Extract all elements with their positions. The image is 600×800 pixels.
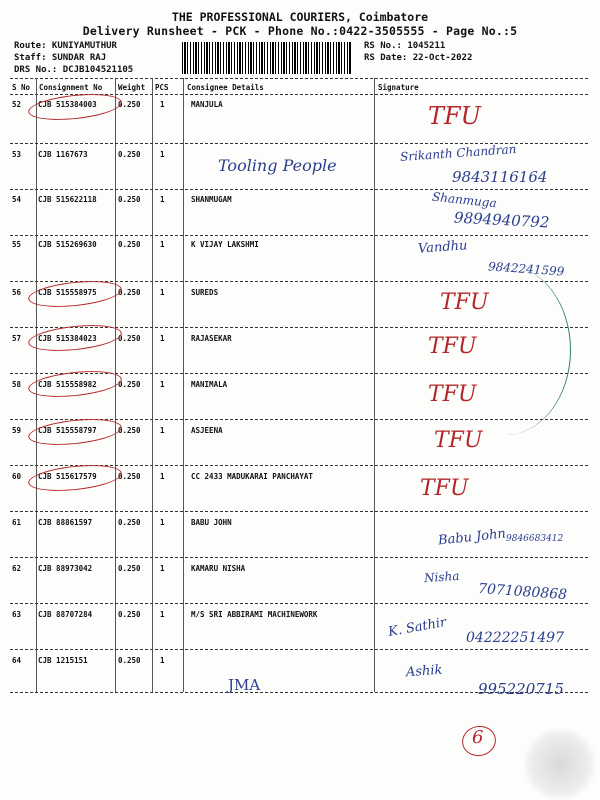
handwritten-phone: 9894940792 [453,208,550,232]
handwritten-consignee: JMA [228,676,261,694]
col-divider [183,78,184,692]
handwritten-signature: Nisha [423,568,460,586]
handwritten-tfu: TFU [434,428,483,453]
table-cell-cons: CJB 515617579 [38,472,97,481]
staff: Staff: SUNDAR RAJ [14,53,107,63]
table-cell-weight: 0.250 [118,150,141,159]
table-cell-cons: CJB 515558975 [38,288,97,297]
table-cell-consignee: ASJEENA [191,426,223,435]
handwritten-phone: 9842241599 [487,259,565,279]
handwritten-tfu: TFU [428,382,477,407]
table-cell-consignee: KAMARU NISHA [191,564,246,573]
red-circle-mark [27,90,123,124]
handwritten-signature: K. Sathir [387,615,448,640]
table-cell-pcs: 1 [160,288,165,297]
table-cell-cons: CJB 515384023 [38,334,97,343]
table-cell-cons: CJB 515558797 [38,426,97,435]
table-cell-cons: CJB 515558982 [38,380,97,389]
table-cell-weight: 0.250 [118,426,141,435]
table-cell-weight: 0.250 [118,334,141,343]
table-cell-cons: CJB 515622118 [38,195,97,204]
table-cell-weight: 0.250 [118,195,141,204]
table-cell-consignee: BABU JOHN [191,518,232,527]
handwritten-page-number: 6 [472,727,484,748]
table-cell-weight: 0.250 [118,472,141,481]
table-cell-consignee: SUREDS [191,288,219,297]
table-cell-sno: 59 [12,426,22,435]
row-divider [10,557,588,558]
table-cell-pcs: 1 [160,472,165,481]
table-cell-cons: CJB 88973042 [38,564,93,573]
table-cell-sno: 64 [12,656,22,665]
table-top-rule [10,78,588,79]
table-cell-sno: 52 [12,100,22,109]
table-cell-cons: CJB 1215151 [38,656,88,665]
row-divider [10,189,588,190]
red-circle-mark [27,461,123,495]
stamp-mark [520,728,600,800]
table-cell-weight: 0.250 [118,380,141,389]
pen-stroke-mark [440,265,571,435]
table-cell-consignee: M/S SRI ABBIRAMI MACHINEWORK [191,610,318,619]
table-cell-pcs: 1 [160,380,165,389]
table-cell-pcs: 1 [160,610,165,619]
handwritten-tfu: TFU [428,334,477,359]
red-circle-mark [27,277,123,311]
table-cell-cons: CJB 515269630 [38,240,97,249]
red-circle-mark [27,415,123,449]
table-cell-sno: 61 [12,518,22,527]
table-cell-sno: 58 [12,380,22,389]
table-cell-sno: 55 [12,240,22,249]
col-header-weight: Weight [118,83,146,92]
table-cell-weight: 0.250 [118,564,141,573]
handwritten-phone: 04222251497 [466,630,564,646]
col-header-sno: S No [12,83,31,92]
table-cell-weight: 0.250 [118,518,141,527]
rs-number: RS No.: 1045211 [364,41,446,51]
row-divider [10,511,588,512]
table-cell-pcs: 1 [160,518,165,527]
table-cell-pcs: 1 [160,334,165,343]
barcode [182,42,352,74]
drs-number: DRS No.: DCJB104521105 [14,65,134,75]
handwritten-phone: 995220715 [478,680,564,698]
table-cell-sno: 54 [12,195,22,204]
handwritten-signature: Ashik [405,662,443,681]
company-title: THE PROFESSIONAL COURIERS, Coimbatore [171,10,429,24]
table-cell-cons: CJB 88861597 [38,518,93,527]
table-cell-sno: 60 [12,472,22,481]
table-cell-sno: 63 [12,610,22,619]
table-cell-cons: CJB 1167673 [38,150,88,159]
table-cell-consignee: SHANMUGAM [191,195,232,204]
table-cell-sno: 53 [12,150,22,159]
table-cell-weight: 0.250 [118,288,141,297]
table-cell-weight: 0.250 [118,100,141,109]
table-cell-consignee: RAJASEKAR [191,334,232,343]
handwritten-tfu: TFU [428,102,481,130]
table-cell-cons: CJB 515384003 [38,100,97,109]
row-divider [10,235,588,236]
table-cell-pcs: 1 [160,150,165,159]
table-cell-consignee: MANIMALA [191,380,228,389]
table-cell-pcs: 1 [160,426,165,435]
row-divider [10,649,588,650]
col-header-consignment: Consignment No [39,83,103,92]
col-header-pcs: PCS [155,83,169,92]
route: Route: KUNIYAMUTHUR [14,41,117,51]
col-divider [374,78,375,692]
handwritten-signature: Babu John [437,526,507,549]
table-cell-pcs: 1 [160,240,165,249]
rs-date: RS Date: 22-Oct-2022 [364,53,473,63]
table-cell-pcs: 1 [160,656,165,665]
table-cell-consignee: CC 2433 MADUKARAI PANCHAYAT [191,472,313,481]
handwritten-signature: Vandhu [417,238,468,257]
table-cell-consignee: K VIJAY LAKSHMI [191,240,259,249]
handwritten-signature: Shanmuga [431,189,498,211]
col-header-signature: Signature [378,83,419,92]
table-cell-weight: 0.250 [118,610,141,619]
row-divider [10,603,588,604]
handwritten-tfu: TFU [440,290,489,315]
handwritten-phone: 9846683412 [506,534,564,544]
table-cell-pcs: 1 [160,564,165,573]
table-cell-sno: 56 [12,288,22,297]
table-cell-consignee: MANJULA [191,100,223,109]
runsheet-title: Delivery Runsheet - PCK - Phone No.:0422-3505555 - Page No.:5 [82,24,518,38]
table-cell-cons: CJB 88707284 [38,610,93,619]
table-cell-pcs: 1 [160,195,165,204]
col-header-consignee: Consignee Details [187,83,264,92]
col-divider [152,78,153,692]
handwritten-consignee: Tooling People [218,156,337,175]
handwritten-phone: 7071080868 [477,580,568,604]
table-cell-weight: 0.250 [118,240,141,249]
handwritten-tfu: TFU [420,476,469,501]
handwritten-signature: Srikanth Chandran [399,141,517,165]
table-cell-sno: 62 [12,564,22,573]
table-cell-pcs: 1 [160,100,165,109]
table-cell-sno: 57 [12,334,22,343]
table-cell-weight: 0.250 [118,656,141,665]
handwritten-phone: 9843116164 [452,168,548,186]
